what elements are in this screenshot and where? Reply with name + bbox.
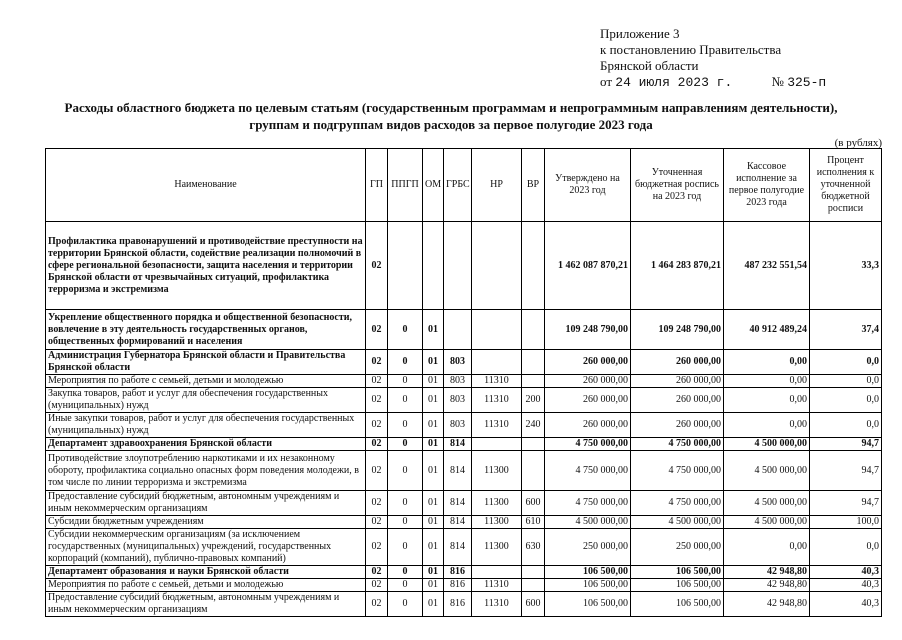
cell-approved: 4 750 000,00 (545, 438, 631, 451)
cell-grbs (444, 222, 472, 310)
cell-ppgp: 0 (388, 579, 423, 592)
cell-grbs: 814 (444, 491, 472, 516)
cell-om: 01 (423, 592, 444, 617)
cell-name: Субсидии некоммерческим организациям (за исключением государственных (муниципальных) учреждений, государственных корпораций (компаний), публично-правовых компаний) (46, 529, 366, 566)
cell-refined: 109 248 790,00 (631, 310, 724, 350)
table-row (46, 310, 882, 350)
cell-vr (522, 375, 545, 388)
header-resolution: к постановлению Правительства (600, 42, 782, 57)
col-header-refined: Уточненная бюджетная роспись на 2023 год (631, 149, 724, 222)
cell-cash: 0,00 (724, 413, 810, 438)
cell-grbs: 803 (444, 350, 472, 375)
cell-gp: 02 (366, 516, 388, 529)
header-date-prefix: от (600, 74, 613, 89)
cell-approved: 250 000,00 (545, 529, 631, 566)
cell-percent: 33,3 (810, 222, 882, 310)
cell-vr: 600 (522, 592, 545, 617)
col-header-ppgp: ППГП (388, 149, 423, 222)
cell-cash: 42 948,80 (724, 592, 810, 617)
cell-np (472, 350, 522, 375)
cell-np: 11310 (472, 375, 522, 388)
cell-vr (522, 438, 545, 451)
cell-grbs: 814 (444, 529, 472, 566)
cell-np (472, 438, 522, 451)
table-row (46, 566, 882, 579)
document-title (30, 99, 872, 133)
table-row (46, 413, 882, 438)
table-row (46, 375, 882, 388)
cell-vr (522, 350, 545, 375)
col-header-vr: ВР (522, 149, 545, 222)
table-row (46, 579, 882, 592)
table-row (46, 438, 882, 451)
col-header-name: Наименование (46, 149, 366, 222)
cell-ppgp: 0 (388, 516, 423, 529)
cell-approved: 260 000,00 (545, 413, 631, 438)
cell-name: Предоставление субсидий бюджетным, автономным учреждениям и иным некоммерческим организациям (46, 592, 366, 617)
cell-name: Департамент здравоохранения Брянской области (46, 438, 366, 451)
cell-np (472, 222, 522, 310)
cell-percent: 100,0 (810, 516, 882, 529)
cell-grbs: 816 (444, 579, 472, 592)
cell-ppgp: 0 (388, 491, 423, 516)
cell-gp: 02 (366, 566, 388, 579)
cell-grbs: 803 (444, 388, 472, 413)
cell-refined: 106 500,00 (631, 566, 724, 579)
cell-np: 11300 (472, 491, 522, 516)
cell-om: 01 (423, 566, 444, 579)
cell-refined: 4 500 000,00 (631, 516, 724, 529)
cell-grbs: 816 (444, 566, 472, 579)
cell-cash: 42 948,80 (724, 579, 810, 592)
cell-om: 01 (423, 579, 444, 592)
cell-ppgp: 0 (388, 375, 423, 388)
cell-percent: 40,3 (810, 566, 882, 579)
col-header-percent: Процент исполнения к уточненной бюджетной росписи (810, 149, 882, 222)
cell-cash: 4 500 000,00 (724, 491, 810, 516)
cell-percent: 94,7 (810, 491, 882, 516)
cell-percent: 0,0 (810, 413, 882, 438)
cell-np: 11310 (472, 388, 522, 413)
cell-percent: 0,0 (810, 529, 882, 566)
cell-ppgp: 0 (388, 438, 423, 451)
cell-approved: 260 000,00 (545, 350, 631, 375)
cell-refined: 260 000,00 (631, 350, 724, 375)
cell-vr (522, 579, 545, 592)
table-row (46, 529, 882, 566)
cell-name: Департамент образования и науки Брянской области (46, 566, 366, 579)
title-line-1: Расходы областного бюджета по целевым статьям (государственным программам и непрограммным направлениям деятельности), (64, 100, 838, 115)
cell-grbs: 816 (444, 592, 472, 617)
cell-ppgp: 0 (388, 350, 423, 375)
cell-gp: 02 (366, 529, 388, 566)
header-appendix: Приложение 3 (600, 26, 680, 41)
cell-cash: 0,00 (724, 350, 810, 375)
cell-refined: 4 750 000,00 (631, 491, 724, 516)
cell-grbs: 814 (444, 516, 472, 529)
table-row (46, 350, 882, 375)
cell-np (472, 310, 522, 350)
cell-approved: 260 000,00 (545, 375, 631, 388)
table-row (46, 451, 882, 491)
table-row (46, 388, 882, 413)
cell-cash: 487 232 551,54 (724, 222, 810, 310)
budget-table (45, 148, 882, 617)
cell-name: Закупка товаров, работ и услуг для обеспечения государственных (муниципальных) нужд (46, 388, 366, 413)
cell-name: Субсидии бюджетным учреждениям (46, 516, 366, 529)
cell-np: 11300 (472, 529, 522, 566)
title-line-2: группам и подгруппам видов расходов за первое полугодие 2023 года (249, 117, 653, 132)
cell-percent: 0,0 (810, 350, 882, 375)
cell-gp: 02 (366, 491, 388, 516)
cell-refined: 106 500,00 (631, 579, 724, 592)
cell-om: 01 (423, 310, 444, 350)
cell-percent: 94,7 (810, 451, 882, 491)
cell-om: 01 (423, 438, 444, 451)
cell-approved: 4 750 000,00 (545, 451, 631, 491)
cell-np: 11300 (472, 516, 522, 529)
cell-percent: 0,0 (810, 388, 882, 413)
col-header-approved: Утверждено на 2023 год (545, 149, 631, 222)
cell-refined: 1 464 283 870,21 (631, 222, 724, 310)
cell-ppgp: 0 (388, 529, 423, 566)
cell-percent: 94,7 (810, 438, 882, 451)
cell-approved: 260 000,00 (545, 388, 631, 413)
col-header-gp: ГП (366, 149, 388, 222)
cell-approved: 106 500,00 (545, 579, 631, 592)
cell-vr: 200 (522, 388, 545, 413)
cell-percent: 40,3 (810, 592, 882, 617)
cell-grbs (444, 310, 472, 350)
cell-refined: 260 000,00 (631, 413, 724, 438)
cell-cash: 40 912 489,24 (724, 310, 810, 350)
cell-ppgp: 0 (388, 388, 423, 413)
cell-cash: 0,00 (724, 529, 810, 566)
cell-om: 01 (423, 350, 444, 375)
cell-vr: 610 (522, 516, 545, 529)
cell-gp: 02 (366, 375, 388, 388)
cell-cash: 4 500 000,00 (724, 516, 810, 529)
cell-name: Предоставление субсидий бюджетным, автономным учреждениям и иным некоммерческим организациям (46, 491, 366, 516)
cell-percent: 40,3 (810, 579, 882, 592)
cell-grbs: 803 (444, 375, 472, 388)
cell-cash: 4 500 000,00 (724, 451, 810, 491)
cell-om: 01 (423, 529, 444, 566)
cell-gp: 02 (366, 413, 388, 438)
cell-refined: 106 500,00 (631, 592, 724, 617)
cell-gp: 02 (366, 592, 388, 617)
cell-approved: 106 500,00 (545, 566, 631, 579)
col-header-grbs: ГРБС (444, 149, 472, 222)
cell-cash: 4 500 000,00 (724, 438, 810, 451)
cell-cash: 0,00 (724, 375, 810, 388)
cell-grbs: 814 (444, 451, 472, 491)
cell-name: Профилактика правонарушений и противодействие преступности на территории Брянской области, содействие реализации полномочий в сфере региональной безопасности, защита населения и территории Брянской области от чрезвычайных ситуаций, профилактика терроризма и экстремизма (46, 222, 366, 310)
cell-ppgp (388, 222, 423, 310)
cell-vr: 600 (522, 491, 545, 516)
col-header-om: ОМ (423, 149, 444, 222)
col-header-cash: Кассовое исполнение за первое полугодие 2023 года (724, 149, 810, 222)
cell-ppgp: 0 (388, 592, 423, 617)
cell-refined: 4 750 000,00 (631, 451, 724, 491)
cell-om: 01 (423, 516, 444, 529)
cell-ppgp: 0 (388, 566, 423, 579)
cell-vr (522, 310, 545, 350)
cell-gp: 02 (366, 350, 388, 375)
cell-om: 01 (423, 375, 444, 388)
cell-om: 01 (423, 491, 444, 516)
cell-approved: 109 248 790,00 (545, 310, 631, 350)
cell-np: 11310 (472, 579, 522, 592)
cell-vr: 240 (522, 413, 545, 438)
cell-om: 01 (423, 451, 444, 491)
cell-ppgp: 0 (388, 310, 423, 350)
cell-approved: 1 462 087 870,21 (545, 222, 631, 310)
cell-om: 01 (423, 388, 444, 413)
cell-gp: 02 (366, 451, 388, 491)
cell-gp: 02 (366, 222, 388, 310)
cell-vr (522, 222, 545, 310)
col-header-np: НР (472, 149, 522, 222)
cell-om (423, 222, 444, 310)
table-header-row (46, 149, 882, 222)
table-row (46, 222, 882, 310)
cell-gp: 02 (366, 388, 388, 413)
cell-grbs: 803 (444, 413, 472, 438)
cell-gp: 02 (366, 310, 388, 350)
table-row (46, 491, 882, 516)
header-number-value: 325-п (787, 75, 827, 90)
cell-np: 11310 (472, 592, 522, 617)
cell-cash: 0,00 (724, 388, 810, 413)
cell-name: Администрация Губернатора Брянской области и Правительства Брянской области (46, 350, 366, 375)
cell-refined: 250 000,00 (631, 529, 724, 566)
cell-grbs: 814 (444, 438, 472, 451)
document-header (600, 26, 826, 91)
cell-percent: 0,0 (810, 375, 882, 388)
cell-gp: 02 (366, 579, 388, 592)
cell-ppgp: 0 (388, 451, 423, 491)
cell-name: Мероприятия по работе с семьей, детьми и молодежью (46, 375, 366, 388)
units-note: (в рублях) (834, 137, 882, 149)
cell-approved: 4 500 000,00 (545, 516, 631, 529)
table-row (46, 592, 882, 617)
cell-name: Иные закупки товаров, работ и услуг для обеспечения государственных (муниципальных) нужд (46, 413, 366, 438)
cell-vr: 630 (522, 529, 545, 566)
cell-name: Мероприятия по работе с семьей, детьми и молодежью (46, 579, 366, 592)
cell-approved: 4 750 000,00 (545, 491, 631, 516)
cell-name: Укрепление общественного порядка и общественной безопасности, вовлечение в эту деятельность государственных органов, общественных формирований и населения (46, 310, 366, 350)
cell-np: 11300 (472, 451, 522, 491)
cell-vr (522, 451, 545, 491)
header-region: Брянской области (600, 58, 699, 73)
cell-cash: 42 948,80 (724, 566, 810, 579)
cell-np (472, 566, 522, 579)
cell-name: Противодействие злоупотреблению наркотиками и их незаконному обороту, профилактика социально опасных форм поведения молодежи, в том числе по линии терроризма и экстремизма (46, 451, 366, 491)
cell-refined: 260 000,00 (631, 375, 724, 388)
table-body (46, 222, 882, 617)
cell-percent: 37,4 (810, 310, 882, 350)
header-date-value: 24 июля 2023 г. (615, 75, 733, 90)
cell-om: 01 (423, 413, 444, 438)
table-row (46, 516, 882, 529)
cell-ppgp: 0 (388, 413, 423, 438)
cell-vr (522, 566, 545, 579)
cell-refined: 260 000,00 (631, 388, 724, 413)
cell-approved: 106 500,00 (545, 592, 631, 617)
header-number-prefix: № (771, 74, 784, 89)
cell-np: 11310 (472, 413, 522, 438)
header-date-line (600, 74, 826, 91)
cell-gp: 02 (366, 438, 388, 451)
cell-refined: 4 750 000,00 (631, 438, 724, 451)
